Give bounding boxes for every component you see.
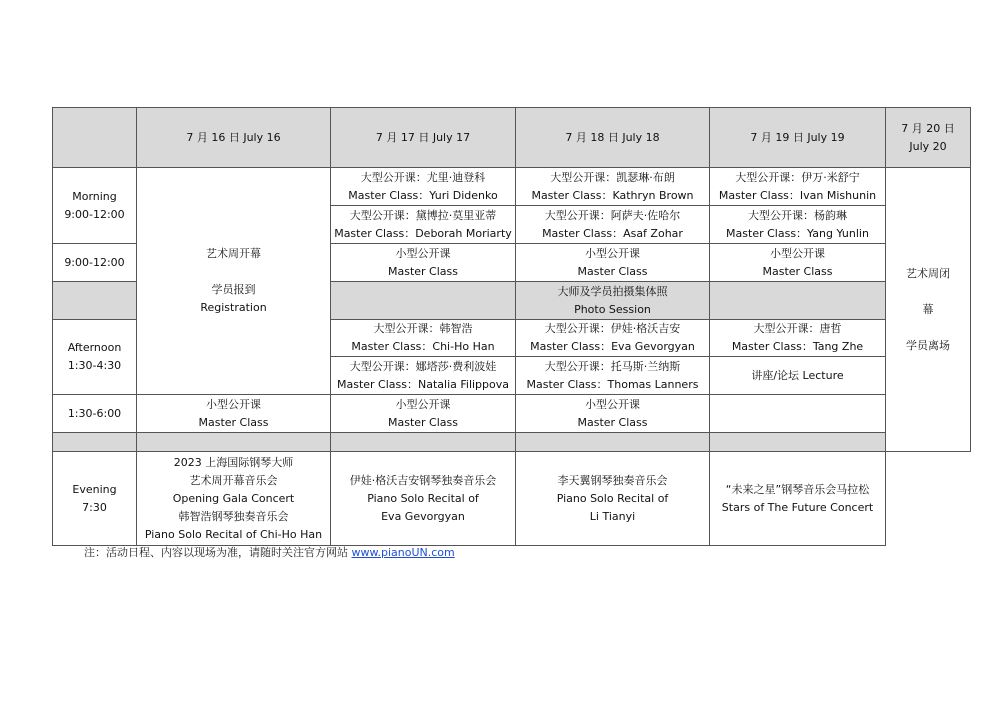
afternoon-small-row — [53, 395, 971, 433]
cell-en: Master Class：Yuri Didenko — [348, 188, 498, 202]
cell-as-jul17 — [137, 395, 331, 433]
morning-range: 9:00-12:00 — [64, 207, 125, 221]
cell-en: Master Class — [762, 264, 833, 278]
header-jul16: 7 月 16 日 July 16 — [137, 108, 331, 168]
checkin-title: 学员报到 — [211, 283, 256, 296]
cell-cn: 大型公开课：唐哲 — [753, 322, 842, 335]
afternoon-range: 1:30-4:30 — [67, 359, 122, 372]
cell-line: “未来之星”钢琴音乐会马拉松 — [725, 482, 870, 496]
cell-m2-jul18 — [516, 206, 710, 244]
cell-as-jul18 — [331, 395, 516, 433]
cell-line: Piano Solo Recital of Chi-Ho Han — [144, 527, 323, 541]
cell-en: Master Class — [577, 415, 648, 429]
cell-cn: 大型公开课：娜塔莎·费利波娃 — [349, 359, 497, 373]
cell-en: Master Class：Ivan Mishunin — [718, 188, 877, 202]
header-jul17: 7 月 17 日 July 17 — [331, 108, 516, 168]
cell-en: Master Class：Chi-Ho Han — [351, 340, 495, 353]
cell-ev-jul18 — [516, 452, 710, 546]
header-jul19: 7 月 19 日 July 19 — [710, 108, 886, 168]
header-jul18: 7 月 18 日 July 18 — [516, 108, 710, 168]
cell-m1-jul19 — [710, 168, 886, 206]
time-evening — [53, 452, 137, 546]
header-jul20-en: July 20 — [909, 139, 947, 153]
cell-en: Master Class：Thomas Lanners — [526, 377, 699, 391]
cell-en: Master Class — [387, 264, 458, 278]
header-jul20 — [886, 108, 971, 168]
cell-en: Master Class：Tang Zhe — [731, 340, 864, 353]
cell-a2-jul17 — [331, 357, 516, 395]
cell-cn: 大型公开课：托马斯·兰纳斯 — [544, 359, 681, 373]
header-jul20-cn: 7 月 20 日 — [901, 121, 955, 135]
morning-row-1 — [53, 168, 971, 206]
cell-en: Master Class：Yang Yunlin — [726, 226, 869, 240]
cell-ev-jul16 — [137, 452, 331, 546]
cell-as-jul19 — [516, 395, 710, 433]
cell-line: Stars of The Future Concert — [721, 500, 874, 514]
cell-a2-jul18 — [516, 357, 710, 395]
cell-ms-jul18 — [516, 244, 710, 282]
cell-ev-jul17 — [331, 452, 516, 546]
cell-line: Piano Solo Recital of — [367, 491, 479, 505]
cell-cn: 小型公开课 — [585, 397, 640, 411]
cell-en: Master Class — [577, 264, 648, 278]
cell-line: 李天翼钢琴独奏音乐会 — [557, 473, 668, 487]
cell-cn: 大型公开课：伊娃·格沃吉安 — [544, 322, 681, 335]
cell-cn: 大型公开课：杨韵琳 — [748, 208, 847, 222]
afternoon-label: Afternoon — [67, 341, 122, 354]
cell-cn: 小型公开课 — [770, 246, 825, 260]
cell-cn: 小型公开课 — [585, 246, 640, 260]
cell-line: 2023 上海国际钢琴大师 — [173, 455, 294, 469]
cell-line: Opening Gala Concert — [172, 491, 295, 505]
photo-cn: 大师及学员拍摄集体照 — [557, 284, 668, 298]
cell-en: Master Class：Kathryn Brown — [531, 188, 694, 202]
closing-title-b: 幕 — [922, 302, 934, 316]
spacer-gray — [710, 433, 886, 452]
cell-en: Master Class：Eva Gevorgyan — [530, 340, 695, 353]
cell-cn: 大型公开课：阿萨夫·佐哈尔 — [544, 208, 681, 222]
photo-time-gray — [53, 282, 137, 320]
registration-label: Registration — [200, 301, 267, 314]
cell-cn: 大型公开课：尤里·迪登科 — [360, 170, 486, 184]
cell-en: Master Class：Asaf Zohar — [542, 226, 683, 240]
opening-title: 艺术周开幕 — [206, 247, 261, 260]
time-afternoon — [53, 320, 137, 395]
morning-label: Morning — [72, 189, 117, 203]
cell-cn: 小型公开课 — [206, 397, 261, 411]
cell-en: Master Class：Natalia Filippova — [336, 377, 509, 391]
header-row — [53, 108, 971, 168]
photo-jul19-gray — [710, 282, 886, 320]
schedule-table — [52, 107, 971, 546]
header-corner — [53, 108, 137, 168]
cell-a2-jul19: 讲座/论坛 Lecture — [710, 357, 886, 395]
cell-cn: 小型公开课 — [395, 246, 451, 260]
time-morning — [53, 168, 137, 244]
cell-cn: 大型公开课：伊万·米舒宁 — [735, 170, 860, 184]
evening-time: 7:30 — [82, 500, 107, 514]
spacer-row — [53, 433, 971, 452]
jul20-day-cell — [886, 168, 971, 452]
cell-en: Master Class — [198, 415, 269, 429]
cell-line: Piano Solo Recital of — [556, 491, 669, 505]
cell-m2-jul17 — [331, 206, 516, 244]
spacer-gray — [137, 433, 331, 452]
closing-title-a: 艺术周闭 — [906, 266, 950, 280]
cell-cn: 大型公开课：黛博拉·莫里亚蒂 — [349, 208, 497, 222]
website-link[interactable]: www.pianoUN.com — [351, 546, 455, 559]
cell-line: 艺术周开幕音乐会 — [189, 473, 278, 487]
photo-en: Photo Session — [574, 302, 651, 316]
cell-m1-jul17 — [331, 168, 516, 206]
photo-jul17-gray — [331, 282, 516, 320]
footnote-text: 注：活动日程、内容以现场为准，请随时关注官方网站 — [84, 546, 352, 559]
cell-m1-jul18 — [516, 168, 710, 206]
evening-row — [53, 452, 971, 546]
evening-label: Evening — [72, 482, 117, 496]
cell-ms-jul19 — [710, 244, 886, 282]
cell-a1-jul17 — [331, 320, 516, 357]
cell-a1-jul18 — [516, 320, 710, 357]
spacer-gray — [516, 433, 710, 452]
spacer-gray — [53, 433, 137, 452]
checkout-title: 学员离场 — [906, 338, 950, 352]
jul16-day-cell — [137, 168, 331, 395]
cell-en: Master Class — [387, 415, 458, 429]
cell-line: Li Tianyi — [589, 509, 636, 523]
time-afternoon-2: 1:30-6:00 — [53, 395, 137, 433]
cell-line: 伊娃·格沃吉安钢琴独奏音乐会 — [349, 473, 497, 487]
time-morning-2: 9:00-12:00 — [53, 244, 137, 282]
cell-line: Eva Gevorgyan — [381, 509, 465, 523]
cell-line: 韩智浩钢琴独奏音乐会 — [178, 509, 289, 523]
spacer-gray — [331, 433, 516, 452]
cell-cn: 大型公开课：凯瑟琳·布朗 — [550, 170, 675, 184]
cell-cn: 大型公开课：韩智浩 — [373, 322, 473, 335]
cell-cn: 小型公开课 — [395, 397, 451, 411]
cell-ms-jul17 — [331, 244, 516, 282]
footnote — [84, 544, 455, 560]
cell-en: Master Class：Deborah Moriarty — [334, 226, 512, 240]
cell-a1-jul19 — [710, 320, 886, 357]
cell-m2-jul19 — [710, 206, 886, 244]
cell-ev-jul19 — [710, 452, 886, 546]
photo-session-cell — [516, 282, 710, 320]
